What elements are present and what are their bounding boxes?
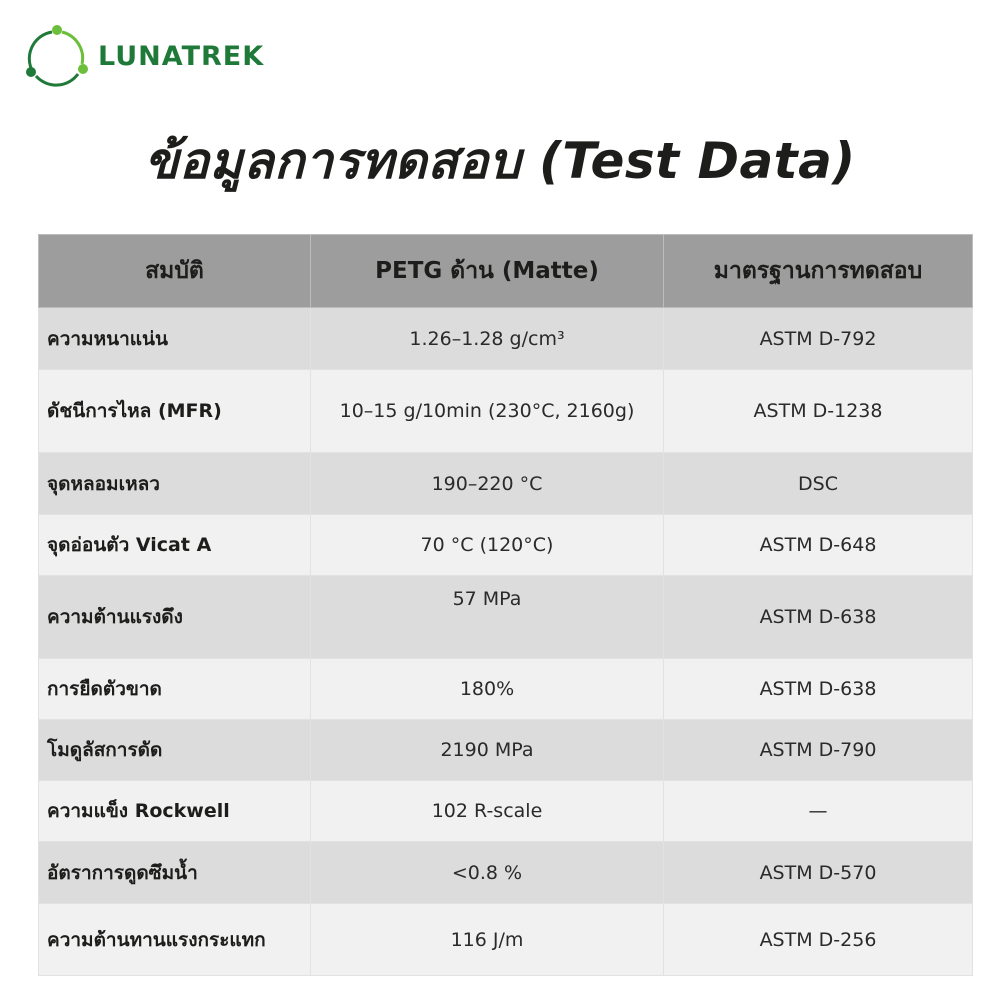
cell-value: 102 R-scale xyxy=(311,781,664,842)
cell-value: 57 MPa xyxy=(311,576,664,659)
brand-logo xyxy=(22,24,264,88)
cell-property: ความต้านแรงดึง xyxy=(39,576,311,659)
cell-property: ดัชนีการไหล (MFR) xyxy=(39,370,311,453)
cell-property: จุดหลอมเหลว xyxy=(39,453,311,515)
cell-value: 180% xyxy=(311,659,664,720)
header-standard: มาตรฐานการทดสอบ xyxy=(664,235,973,308)
cell-property: โมดูลัสการดัด xyxy=(39,720,311,781)
table-row xyxy=(39,308,973,370)
cell-value: <0.8 % xyxy=(311,842,664,904)
table-row xyxy=(39,370,973,453)
test-data-table xyxy=(38,234,973,976)
table-row xyxy=(39,659,973,720)
cell-property: ความหนาแน่น xyxy=(39,308,311,370)
cell-standard: ASTM D-638 xyxy=(664,659,973,720)
cell-property: อัตราการดูดซึมน้ำ xyxy=(39,842,311,904)
cell-value: 70 °C (120°C) xyxy=(311,515,664,576)
cell-standard: ASTM D-256 xyxy=(664,904,973,976)
cell-property: ความแข็ง Rockwell xyxy=(39,781,311,842)
page-title: ข้อมูลการทดสอบ (Test Data) xyxy=(144,132,856,190)
cell-value: 190–220 °C xyxy=(311,453,664,515)
cell-value: 2190 MPa xyxy=(311,720,664,781)
header-value: PETG ด้าน (Matte) xyxy=(311,235,664,308)
cell-standard: ASTM D-638 xyxy=(664,576,973,659)
cell-value: 1.26–1.28 g/cm³ xyxy=(311,308,664,370)
cell-value: 116 J/m xyxy=(311,904,664,976)
cell-property: ความต้านทานแรงกระแทก xyxy=(39,904,311,976)
cell-property: การยืดตัวขาด xyxy=(39,659,311,720)
cell-standard: — xyxy=(664,781,973,842)
table-row xyxy=(39,576,973,659)
table-row xyxy=(39,720,973,781)
table-row xyxy=(39,453,973,515)
cell-standard: ASTM D-792 xyxy=(664,308,973,370)
cell-standard: ASTM D-648 xyxy=(664,515,973,576)
table-row xyxy=(39,842,973,904)
table-row xyxy=(39,781,973,842)
cell-standard: ASTM D-790 xyxy=(664,720,973,781)
table-header-row xyxy=(39,235,973,308)
lunatrek-orbit-icon xyxy=(22,24,92,88)
cell-standard: DSC xyxy=(664,453,973,515)
cell-standard: ASTM D-1238 xyxy=(664,370,973,453)
cell-standard: ASTM D-570 xyxy=(664,842,973,904)
table-row xyxy=(39,904,973,976)
table-row xyxy=(39,515,973,576)
header-property: สมบัติ xyxy=(39,235,311,308)
cell-value: 10–15 g/10min (230°C, 2160g) xyxy=(311,370,664,453)
cell-property: จุดอ่อนตัว Vicat A xyxy=(39,515,311,576)
brand-name: LUNATREK xyxy=(98,40,265,72)
